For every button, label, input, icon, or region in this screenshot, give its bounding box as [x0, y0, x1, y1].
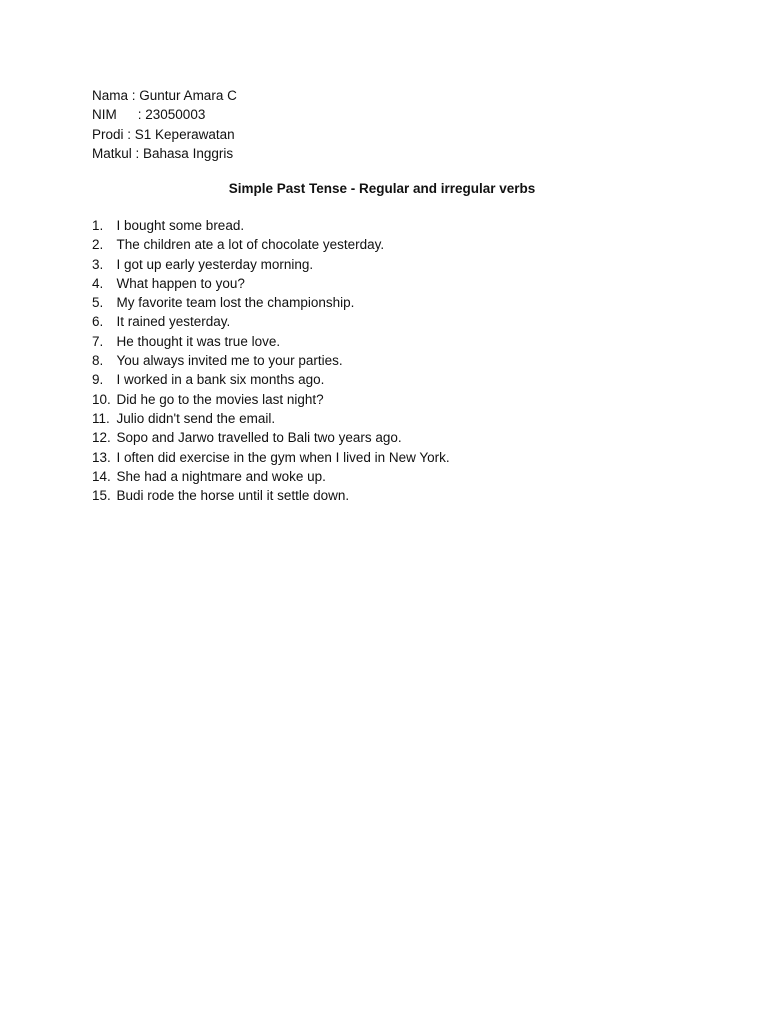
list-item [92, 312, 450, 331]
list-item [92, 293, 450, 312]
list-item [92, 255, 450, 274]
nama-row [92, 86, 237, 105]
list-item [92, 235, 450, 254]
list-item [92, 448, 450, 467]
list-item-text: My favorite team lost the championship. [116, 295, 355, 311]
list-item-text: You always invited me to your parties. [116, 353, 343, 369]
matkul-label: Matkul [92, 145, 132, 161]
list-item-text: She had a nightmare and woke up. [116, 468, 326, 484]
list-item-number: 15. [92, 488, 111, 504]
list-item-number: 12. [92, 430, 111, 446]
list-item [92, 216, 450, 235]
list-item-number: 7. [92, 333, 104, 349]
list-item [92, 409, 450, 428]
list-item-text: He thought it was true love. [116, 333, 281, 349]
prodi-value: : S1 Keperawatan [127, 126, 235, 142]
list-item-text: Sopo and Jarwo travelled to Bali two years ago. [116, 430, 402, 446]
list-item [92, 351, 450, 370]
list-item-number: 6. [92, 314, 104, 330]
document-title [0, 179, 768, 199]
sentence-list [92, 216, 450, 505]
list-item-number: 11. [92, 410, 110, 426]
document-title-text: Simple Past Tense - Regular and irregular verbs [228, 181, 536, 196]
list-item-number: 13. [92, 449, 111, 465]
list-item-text: The children ate a lot of chocolate yesterday. [116, 237, 385, 253]
list-item [92, 370, 450, 389]
list-item [92, 428, 450, 447]
nama-value: : Guntur Amara C [131, 88, 237, 103]
list-item-number: 3. [92, 256, 104, 272]
list-item [92, 390, 450, 409]
nim-value: : 23050003 [137, 107, 206, 123]
list-item-number: 8. [92, 353, 104, 369]
prodi-row [92, 125, 237, 144]
list-item-number: 2. [92, 237, 104, 253]
list-item-text: Did he go to the movies last night? [116, 391, 324, 407]
list-item-number: 5. [92, 295, 104, 311]
list-item-text: I bought some bread. [116, 218, 245, 233]
list-item-text: I often did exercise in the gym when I lived in New York. [116, 449, 450, 465]
list-item-text: Julio didn't send the email. [116, 410, 276, 426]
list-item-number: 9. [92, 372, 104, 388]
list-item-text: Budi rode the horse until it settle down. [116, 488, 350, 504]
list-item [92, 332, 450, 351]
matkul-value: : Bahasa Inggris [135, 145, 234, 161]
list-item-text: It rained yesterday. [116, 314, 231, 330]
list-item-text: I got up early yesterday morning. [116, 256, 314, 272]
nim-label: NIM [92, 107, 117, 123]
list-item-text: What happen to you? [116, 275, 245, 291]
list-item [92, 467, 450, 486]
list-item [92, 486, 450, 505]
nim-row [92, 105, 237, 124]
list-item-number: 4. [92, 275, 104, 291]
list-item [92, 274, 450, 293]
nama-label: Nama [92, 88, 129, 103]
list-item-text: I worked in a bank six months ago. [116, 372, 325, 388]
list-item-number: 1. [92, 218, 104, 233]
list-item-number: 10. [92, 391, 111, 407]
student-info [92, 86, 237, 163]
matkul-row [92, 144, 237, 163]
prodi-label: Prodi [92, 126, 124, 142]
list-item-number: 14. [92, 468, 111, 484]
